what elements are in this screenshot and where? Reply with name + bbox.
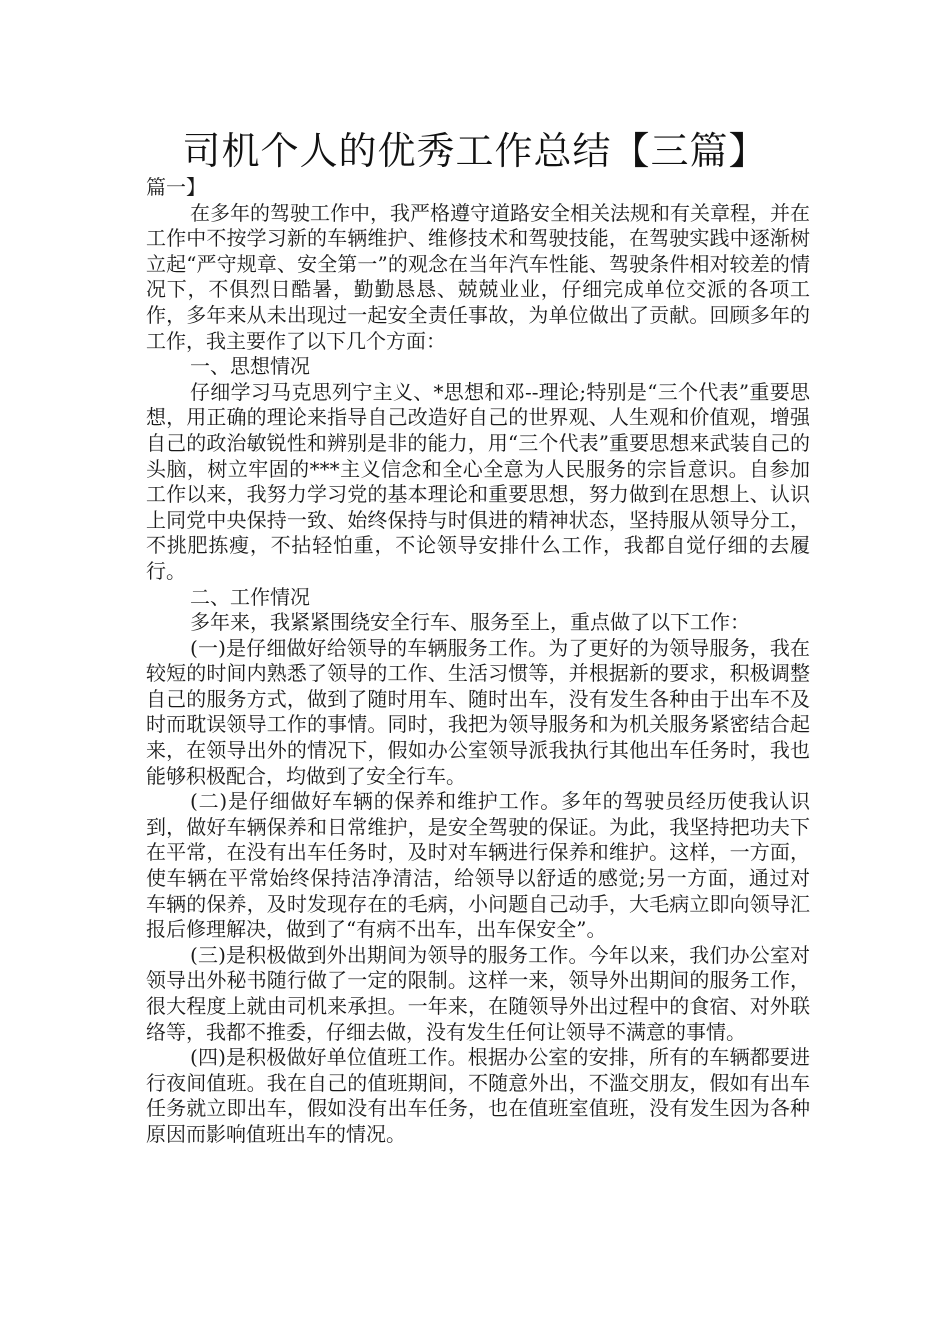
paragraph-intro: 在多年的驾驶工作中，我严格遵守道路安全相关法规和有关章程，并在工作中不按学习新的车辆维护、维修技术和驾驶技能，在驾驶实践中逐渐树立起“严守规章、安全第一”的观念在当年汽车性能、驾驶条件相对较差的情况下，不俱烈日酷暑，勤勤恳恳、兢兢业业，仔细完成单位交派的各项工作，多年来从未出现过一起安全责任事故，为单位做出了贡献。回顾多年的工作，我主要作了以下几个方面： [146, 200, 810, 353]
paragraph-ideology: 仔细学习马克思列宁主义、*思想和邓--理论;特别是“三个代表”重要思想，用正确的理论来指导自己改造好自己的世界观、人生观和价值观，增强自己的政治敏锐性和辨别是非的能力，用“三个代表”重要思想来武装自己的头脑，树立牢固的***主义信念和全心全意为人民服务的宗旨意识。自参加工作以来，我努力学习党的基本理论和重要思想，努力做到在思想上、认识上同党中央保持一致、始终保持与时俱进的精神状态，坚持服从领导分工，不挑肥拣瘦，不拈轻怕重，不论领导安排什么工作，我都自觉仔细的去履行。 [146, 379, 810, 583]
paragraph-work-intro: 多年来，我紧紧围绕安全行车、服务至上，重点做了以下工作： [190, 610, 750, 635]
document-body [146, 175, 810, 1148]
section-label: 篇一】 [146, 175, 206, 199]
heading-work: 二、工作情况 [190, 584, 310, 609]
paragraph-work-item-1: (一)是仔细做好给领导的车辆服务工作。为了更好的为领导服务，我在较短的时间内熟悉了领导的工作、生活习惯等，并根据新的要求，积极调整自己的服务方式，做到了随时用车、随时出车，没有发生各种由于出车不及时而耽误领导工作的事情。同时，我把为领导服务和为机关服务紧密结合起来，在领导出外的情况下，假如办公室领导派我执行其他出车任务时，我也能够积极配合，均做到了安全行车。 [146, 635, 810, 788]
document-title: 司机个人的优秀工作总结【三篇】 [182, 129, 768, 173]
paragraph-work-item-4: (四)是积极做好单位值班工作。根据办公室的安排，所有的车辆都要进行夜间值班。我在自己的值班期间，不随意外出，不滥交朋友，假如有出车任务就立即出车，假如没有出车任务，也在值班室值班，没有发生因为各种原因而影响值班出车的情况。 [146, 1045, 810, 1146]
paragraph-work-item-2: (二)是仔细做好车辆的保养和维护工作。多年的驾驶员经历使我认识到，做好车辆保养和日常维护，是安全驾驶的保证。为此，我坚持把功夫下在平常，在没有出车任务时，及时对车辆进行保养和维护。这样，一方面，使车辆在平常始终保持洁净清洁，给领导以舒适的感觉;另一方面，通过对车辆的保养，及时发现存在的毛病，小问题自己动手，大毛病立即向领导汇报后修理解决，做到了“有病不出车，出车保安全”。 [146, 789, 810, 942]
paragraph-work-item-3: (三)是积极做到外出期间为领导的服务工作。今年以来，我们办公室对领导出外秘书随行做了一定的限制。这样一来，领导外出期间的服务工作，很大程度上就由司机来承担。一年来，在随领导外出过程中的食宿、对外联络等，我都不推委，仔细去做，没有发生任何让领导不满意的事情。 [146, 942, 810, 1044]
heading-ideology: 一、思想情况 [190, 354, 310, 379]
